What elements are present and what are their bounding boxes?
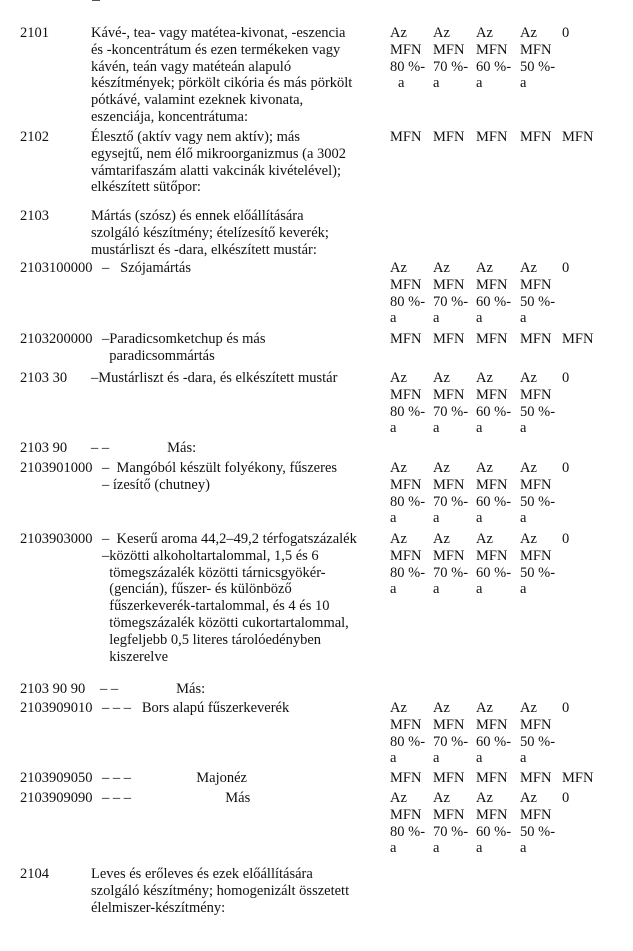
rate-cell: MFN xyxy=(433,806,465,823)
description-line: kiszerelve xyxy=(102,648,169,665)
tariff-code: 2103909090 xyxy=(20,790,93,806)
rate-cell: a xyxy=(520,75,527,92)
description-line: – Mangóból készült folyékony, fűszeres xyxy=(102,460,338,476)
rate-cell: 60 %- xyxy=(476,293,512,310)
description-line: – – – Majonéz xyxy=(102,770,247,786)
rate-cell: a xyxy=(520,840,527,857)
rate-cell: MFN xyxy=(562,770,594,786)
rate-cell: MFN xyxy=(520,41,552,58)
tariff-code: 2103 90 xyxy=(20,440,68,456)
rate-cell: MFN xyxy=(390,806,422,823)
description-line: – – – Más xyxy=(102,790,251,806)
description-line: –közötti alkoholtartalommal, 1,5 és 6 xyxy=(102,547,319,564)
rate-cell: a xyxy=(433,420,440,437)
rate-cell: 70 %- xyxy=(433,493,469,510)
rate-cell: 60 %- xyxy=(476,823,512,840)
description-line: – Keserű aroma 44,2–49,2 térfogatszázalék xyxy=(102,531,357,547)
rate-cell: a xyxy=(390,510,397,527)
rate-cell: a xyxy=(476,310,483,327)
description-line: Mártás (szósz) és ennek előállítására xyxy=(91,208,304,224)
rate-cell: 80 %- xyxy=(390,493,426,510)
rate-cell: MFN xyxy=(562,129,594,145)
rate-cell: MFN xyxy=(476,331,508,347)
description-line: – ízesítő (chutney) xyxy=(102,476,210,493)
rate-cell: 70 %- xyxy=(433,293,469,310)
description-line: élelmiszer-készítmény: xyxy=(91,899,226,916)
rate-cell: a xyxy=(476,510,483,527)
page-top-mark xyxy=(92,0,100,1)
rate-cell: 70 %- xyxy=(433,403,469,420)
rate-cell: MFN xyxy=(390,41,422,58)
rate-cell: Az xyxy=(390,700,407,716)
rate-cell: Az xyxy=(433,260,450,276)
tariff-code: 2102 xyxy=(20,129,49,145)
rate-cell: Az xyxy=(390,460,407,476)
rate-cell: MFN xyxy=(433,716,465,733)
rate-cell: MFN xyxy=(520,716,552,733)
rate-cell: MFN xyxy=(520,276,552,293)
rate-cell: Az xyxy=(433,531,450,547)
rate-cell: a xyxy=(390,750,397,767)
rate-cell: MFN xyxy=(476,806,508,823)
description-line: elkészített sütőpor: xyxy=(91,179,201,196)
description-line: szolgáló készítmény; ételízesítő keverék; xyxy=(91,224,329,241)
rate-cell: Az xyxy=(520,531,537,547)
tariff-code: 2103901000 xyxy=(20,460,93,476)
rate-cell: a xyxy=(476,581,483,598)
tariff-code: 2103200000 xyxy=(20,331,93,347)
rate-cell: a xyxy=(433,840,440,857)
rate-cell: MFN xyxy=(476,129,508,145)
rate-cell: MFN xyxy=(476,770,508,786)
rate-cell: MFN xyxy=(433,129,465,145)
rate-cell: 50 %- xyxy=(520,58,556,75)
rate-cell: 80 %- xyxy=(390,293,426,310)
rate-cell: a xyxy=(476,75,483,92)
rate-cell: MFN xyxy=(390,716,422,733)
rate-cell: Az xyxy=(433,790,450,806)
rate-cell: Az xyxy=(433,460,450,476)
rate-cell: Az xyxy=(476,700,493,716)
rate-cell: MFN xyxy=(433,276,465,293)
rate-cell: MFN xyxy=(476,386,508,403)
rate-cell: 0 xyxy=(562,25,570,41)
rate-cell: 0 xyxy=(562,531,570,547)
tariff-code: 2103903000 xyxy=(20,531,93,547)
rate-cell: Az xyxy=(476,460,493,476)
rate-cell: 80 %- xyxy=(390,58,426,75)
rate-cell: Az xyxy=(390,370,407,386)
description-line: (gencián), fűszer- és különböző xyxy=(102,581,292,598)
rate-cell: MFN xyxy=(390,476,422,493)
rate-cell: 60 %- xyxy=(476,403,512,420)
description-line: paradicsommártás xyxy=(102,347,215,364)
description-line: legfeljebb 0,5 literes tárolóedényben xyxy=(102,631,322,648)
rate-cell: 80 %- xyxy=(390,823,426,840)
description-line: és -koncentrátum és ezen termékeken vagy xyxy=(91,41,341,58)
description-line: Kávé-, tea- vagy matétea-kivonat, -eszencia xyxy=(91,25,346,41)
rate-cell: MFN xyxy=(390,129,422,145)
description-line: tömegszázalék közötti tárnicsgyökér- xyxy=(102,564,326,581)
tariff-code: 2101 xyxy=(20,25,49,41)
rate-cell: MFN xyxy=(433,386,465,403)
rate-cell: MFN xyxy=(476,276,508,293)
rate-cell: a xyxy=(520,510,527,527)
rate-cell: 80 %- xyxy=(390,403,426,420)
tariff-code: 2103909010 xyxy=(20,700,93,716)
rate-cell: Az xyxy=(476,260,493,276)
rate-cell: 0 xyxy=(562,460,570,476)
description-line: Leves és erőleves és ezek előállítására xyxy=(91,866,313,882)
rate-cell: a xyxy=(433,75,440,92)
rate-cell: 50 %- xyxy=(520,564,556,581)
rate-cell: MFN xyxy=(520,476,552,493)
rate-cell: MFN xyxy=(476,547,508,564)
rate-cell: Az xyxy=(476,531,493,547)
rate-cell: MFN xyxy=(390,386,422,403)
rate-cell: Az xyxy=(476,370,493,386)
rate-cell: 0 xyxy=(562,370,570,386)
rate-cell: MFN xyxy=(433,770,465,786)
rate-cell: MFN xyxy=(390,547,422,564)
rate-cell: 60 %- xyxy=(476,58,512,75)
rate-cell: Az xyxy=(520,260,537,276)
rate-cell: MFN xyxy=(433,41,465,58)
rate-cell: Az xyxy=(390,531,407,547)
rate-cell: a xyxy=(520,310,527,327)
rate-cell: a xyxy=(390,840,397,857)
rate-cell: 50 %- xyxy=(520,823,556,840)
tariff-code: 2103100000 xyxy=(20,260,93,276)
rate-cell: MFN xyxy=(476,716,508,733)
rate-cell: MFN xyxy=(520,806,552,823)
description-line: –Mustárliszt és -dara, és elkészített mustár xyxy=(91,370,338,386)
rate-cell: MFN xyxy=(476,476,508,493)
tariff-code: 2103909050 xyxy=(20,770,93,786)
rate-cell: Az xyxy=(390,25,407,41)
description-line: – – Más: xyxy=(91,440,197,456)
rate-cell: Az xyxy=(390,260,407,276)
description-line: –Paradicsomketchup és más xyxy=(102,331,266,347)
rate-cell: Az xyxy=(476,25,493,41)
rate-cell: Az xyxy=(520,25,537,41)
rate-cell: a xyxy=(476,750,483,767)
description-line: pótkávé, valamint ezeknek kivonata, xyxy=(91,92,304,109)
rate-cell: a xyxy=(476,420,483,437)
rate-cell: MFN xyxy=(476,41,508,58)
rate-cell: MFN xyxy=(520,770,552,786)
description-line: fűszerkeverék-tartalommal, és 4 és 10 xyxy=(102,598,330,615)
description-line: eszenciája, koncentrátuma: xyxy=(91,109,249,125)
rate-cell: 80 %- xyxy=(390,564,426,581)
rate-cell: MFN xyxy=(520,331,552,347)
rate-cell: a xyxy=(520,420,527,437)
description-line: szolgáló készítmény; homogenizált összetett xyxy=(91,882,350,899)
rate-cell: a xyxy=(433,510,440,527)
rate-cell: Az xyxy=(520,460,537,476)
rate-cell: 60 %- xyxy=(476,733,512,750)
rate-cell: a xyxy=(390,420,397,437)
description-line: mustárliszt és -dara, elkészített mustár: xyxy=(91,241,317,258)
rate-cell: 50 %- xyxy=(520,293,556,310)
rate-cell: Az xyxy=(520,370,537,386)
description-line: vámtarifaszám alatti vakcinák kivételével); xyxy=(91,162,342,179)
description-line: – Szójamártás xyxy=(102,260,191,276)
rate-cell: a xyxy=(390,310,397,327)
rate-cell: Az xyxy=(476,790,493,806)
rate-cell: Az xyxy=(520,700,537,716)
rate-cell: a xyxy=(433,581,440,598)
description-line: készítmények; pörkölt cikória és más pörkölt xyxy=(91,75,353,92)
rate-cell: 70 %- xyxy=(433,58,469,75)
rate-cell: 80 %- xyxy=(390,733,426,750)
rate-cell: Az xyxy=(433,370,450,386)
description-line: tömegszázalék közötti cukortartalommal, xyxy=(102,615,349,631)
description-line: egysejtű, nem élő mikroorganizmus (a 3002 xyxy=(91,145,347,162)
tariff-code: 2103 90 90 xyxy=(20,681,86,697)
rate-cell: MFN xyxy=(390,276,422,293)
rate-cell: Az xyxy=(433,25,450,41)
rate-cell: MFN xyxy=(390,331,422,347)
description-line: Élesztő (aktív vagy nem aktív); más xyxy=(91,129,300,145)
rate-cell: a xyxy=(398,75,405,92)
rate-cell: MFN xyxy=(520,547,552,564)
rate-cell: MFN xyxy=(390,770,422,786)
rate-cell: 0 xyxy=(562,260,570,276)
tariff-code: 2103 30 xyxy=(20,370,68,386)
rate-cell: a xyxy=(390,581,397,598)
rate-cell: MFN xyxy=(562,331,594,347)
rate-cell: a xyxy=(520,750,527,767)
rate-cell: MFN xyxy=(433,331,465,347)
rate-cell: a xyxy=(433,310,440,327)
rate-cell: 50 %- xyxy=(520,493,556,510)
description-line: – – – Bors alapú fűszerkeverék xyxy=(102,700,290,716)
rate-cell: Az xyxy=(433,700,450,716)
rate-cell: MFN xyxy=(433,476,465,493)
rate-cell: 70 %- xyxy=(433,564,469,581)
rate-cell: 50 %- xyxy=(520,403,556,420)
tariff-code: 2104 xyxy=(20,866,49,882)
rate-cell: Az xyxy=(520,790,537,806)
rate-cell: MFN xyxy=(520,129,552,145)
rate-cell: Az xyxy=(390,790,407,806)
rate-cell: a xyxy=(476,840,483,857)
description-line: – – Más: xyxy=(100,681,206,697)
rate-cell: a xyxy=(520,581,527,598)
rate-cell: 60 %- xyxy=(476,564,512,581)
rate-cell: MFN xyxy=(520,386,552,403)
rate-cell: 60 %- xyxy=(476,493,512,510)
rate-cell: 70 %- xyxy=(433,823,469,840)
rate-cell: 50 %- xyxy=(520,733,556,750)
rate-cell: 0 xyxy=(562,700,570,716)
tariff-code: 2103 xyxy=(20,208,49,224)
rate-cell: a xyxy=(433,750,440,767)
description-line: kávén, teán vagy matéteán alapuló xyxy=(91,58,292,75)
rate-cell: 70 %- xyxy=(433,733,469,750)
rate-cell: 0 xyxy=(562,790,570,806)
rate-cell: MFN xyxy=(433,547,465,564)
